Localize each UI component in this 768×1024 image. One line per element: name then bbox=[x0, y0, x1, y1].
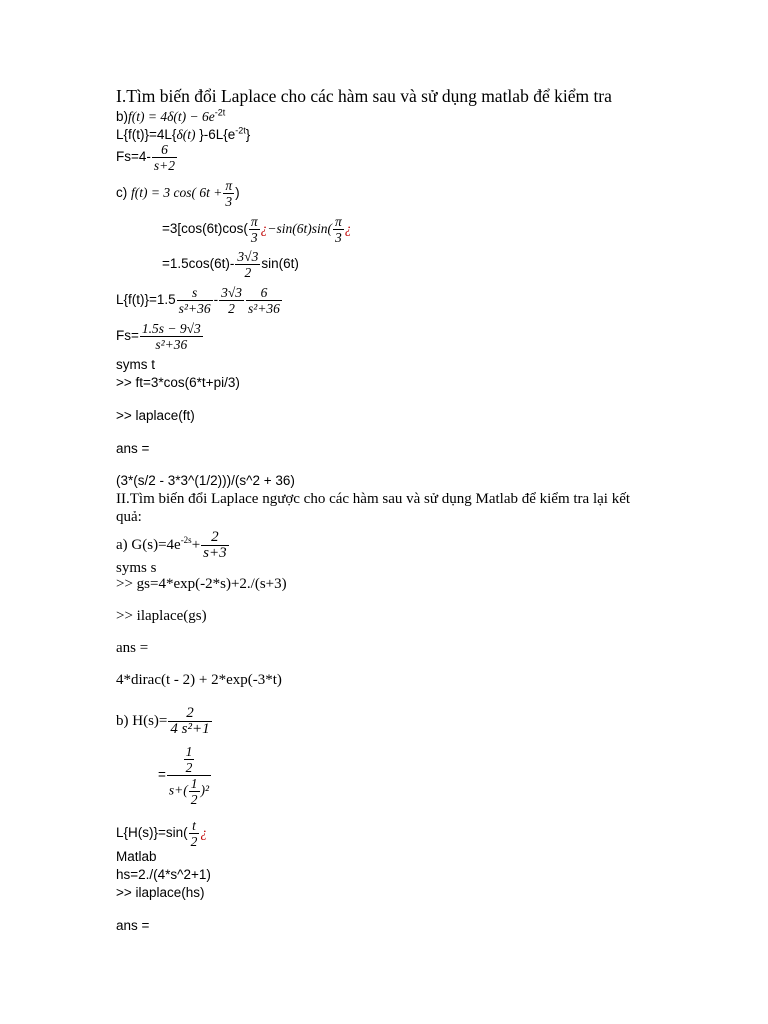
lap-a: L{f(t)}=1.5 bbox=[116, 292, 176, 308]
part-b-laplace-a: L{f(t)}=4L{ bbox=[116, 127, 177, 142]
fraction-denominator: 3 bbox=[250, 230, 258, 245]
fraction-denominator: s²+36 bbox=[155, 337, 188, 352]
fraction-numerator: 1 bbox=[190, 776, 198, 791]
matlab-line: >> ft=3*cos(6*t+pi/3) bbox=[116, 375, 240, 390]
lap-fraction-3 bbox=[246, 285, 282, 316]
fraction-numerator: 1 bbox=[185, 744, 193, 759]
matlab-line: 4*dirac(t - 2) + 2*exp(-3*t) bbox=[116, 672, 282, 688]
fraction-denominator: s+3 bbox=[203, 545, 227, 561]
part-b2-hs bbox=[116, 706, 213, 737]
expand-1-pi-fraction bbox=[249, 214, 260, 245]
fraction-numerator: π bbox=[225, 178, 233, 193]
fraction-numerator: 1.5s − 9√3 bbox=[141, 321, 201, 336]
part-b-fs-prefix: Fs=4- bbox=[116, 149, 151, 165]
part-b-function bbox=[116, 109, 225, 125]
lap-minus: - bbox=[213, 292, 219, 308]
part-b2-fraction bbox=[168, 706, 211, 737]
part-c-fs bbox=[116, 321, 204, 352]
part-c-expand-2 bbox=[162, 249, 299, 280]
matlab-line: syms t bbox=[116, 357, 155, 372]
part-b2-prefix: b) H(s)= bbox=[116, 712, 168, 729]
expand-1-a: =3[cos(6t)cos( bbox=[162, 221, 248, 237]
fraction-denominator: 3 bbox=[335, 230, 342, 245]
red-mark: ¿ bbox=[200, 825, 208, 841]
part-c-prefix: c) bbox=[116, 185, 128, 201]
part-c-math: f(t) = 3 cos( 6t + bbox=[131, 185, 223, 201]
part-b2-rewrite bbox=[158, 744, 212, 807]
part-c-laplace bbox=[116, 285, 283, 316]
fraction-numerator: 6 bbox=[246, 285, 282, 301]
part-c-fs-prefix: Fs= bbox=[116, 328, 139, 344]
expand-2-a: =1.5cos(6t)- bbox=[162, 256, 235, 272]
part-b-laplace-c: }-6L{e bbox=[195, 127, 236, 142]
section-2-heading-cont: quả: bbox=[116, 509, 142, 525]
matlab-line: syms s bbox=[116, 560, 157, 576]
section-2-heading: II.Tìm biến đổi Laplace ngược cho các hàm sau và sử dụng Matlab để kiểm tra lại kết bbox=[116, 491, 631, 507]
fraction-numerator bbox=[167, 744, 211, 776]
part-a-exp: -2s bbox=[180, 534, 192, 545]
fraction-denominator: 2 bbox=[228, 301, 235, 316]
matlab-label: Matlab bbox=[116, 849, 157, 864]
fraction-numerator: 6 bbox=[152, 142, 177, 158]
red-mark: ¿ bbox=[260, 221, 268, 237]
den2-b: )² bbox=[200, 782, 210, 798]
b2-lap-fraction bbox=[189, 818, 200, 849]
fraction-denominator: 2 bbox=[185, 760, 193, 775]
lap-fraction-1 bbox=[177, 285, 213, 316]
part-b-exponent: -2t bbox=[214, 107, 226, 118]
part-c-function bbox=[116, 178, 240, 209]
fraction-numerator: 2 bbox=[168, 706, 211, 722]
fraction-numerator: t bbox=[189, 818, 200, 834]
inner-fraction bbox=[184, 744, 195, 775]
section-1-heading: I.Tìm biến đổi Laplace cho các hàm sau và sử dụng matlab để kiểm tra bbox=[116, 86, 612, 106]
part-c-expand-1 bbox=[162, 214, 352, 245]
fraction-denominator: 4 s²+1 bbox=[170, 721, 210, 737]
part-b-prefix: b) bbox=[116, 109, 129, 124]
expand-2-fraction bbox=[235, 249, 260, 280]
part-b-fs-fraction bbox=[152, 142, 177, 173]
fraction-numerator: π bbox=[250, 214, 258, 229]
fraction-numerator: 2 bbox=[201, 530, 228, 546]
expand-1-b: −sin(6t)sin( bbox=[267, 221, 333, 237]
matlab-line: >> ilaplace(hs) bbox=[116, 885, 205, 900]
part-b-laplace-d: } bbox=[245, 127, 251, 142]
fraction-numerator: π bbox=[335, 214, 342, 229]
part-a-fraction bbox=[201, 530, 228, 561]
matlab-line: ans = bbox=[116, 918, 150, 933]
part-a-prefix: a) G(s)=4e bbox=[116, 536, 181, 553]
part-a-gs bbox=[116, 530, 230, 561]
matlab-line: >> gs=4*exp(-2*s)+2./(s+3) bbox=[116, 576, 287, 592]
den2-fraction bbox=[189, 776, 200, 807]
fraction-denominator bbox=[167, 776, 211, 807]
fraction-denominator: s+2 bbox=[153, 158, 176, 173]
fraction-denominator: 2 bbox=[190, 792, 198, 807]
fraction-denominator: s²+36 bbox=[248, 301, 280, 316]
matlab-line: ans = bbox=[116, 441, 150, 456]
matlab-line: >> ilaplace(gs) bbox=[116, 608, 207, 624]
part-b-laplace bbox=[116, 127, 250, 143]
part-c-close-paren: ) bbox=[235, 185, 240, 201]
matlab-line: hs=2./(4*s^2+1) bbox=[116, 867, 211, 882]
fraction-denominator: 3 bbox=[225, 194, 233, 209]
part-b-fs bbox=[116, 142, 178, 173]
matlab-line: (3*(s/2 - 3*3^(1/2)))/(s^2 + 36) bbox=[116, 473, 295, 488]
fraction-numerator: s bbox=[177, 285, 213, 301]
fraction-denominator: 2 bbox=[244, 265, 252, 280]
part-c-fs-fraction bbox=[140, 321, 203, 352]
fraction-numerator: 3√3 bbox=[237, 249, 259, 264]
fraction-denominator: s²+36 bbox=[178, 301, 211, 316]
matlab-line: ans = bbox=[116, 640, 149, 656]
expand-1-pi-fraction-2 bbox=[333, 214, 344, 245]
matlab-line: >> laplace(ft) bbox=[116, 408, 195, 423]
lap-fraction-2 bbox=[219, 285, 244, 316]
part-b-laplace-delta: δ(t) bbox=[176, 127, 196, 142]
rewrite-fraction bbox=[167, 744, 211, 807]
part-b-laplace-exp: -2t bbox=[235, 125, 246, 136]
b2-lap-a: L{H(s)}=sin( bbox=[116, 825, 188, 841]
part-b-math: f(t) = 4δ(t) − 6e bbox=[128, 109, 215, 124]
part-a-plus: + bbox=[191, 536, 201, 553]
fraction-denominator: 2 bbox=[190, 834, 198, 849]
fraction-numerator: 3√3 bbox=[221, 285, 243, 300]
red-mark: ¿ bbox=[344, 221, 352, 237]
expand-2-b: sin(6t) bbox=[261, 256, 299, 272]
part-c-pi-fraction bbox=[223, 178, 234, 209]
rewrite-eq: = bbox=[158, 767, 166, 783]
part-b2-laplace bbox=[116, 818, 207, 849]
den2-a: s+( bbox=[168, 782, 188, 798]
